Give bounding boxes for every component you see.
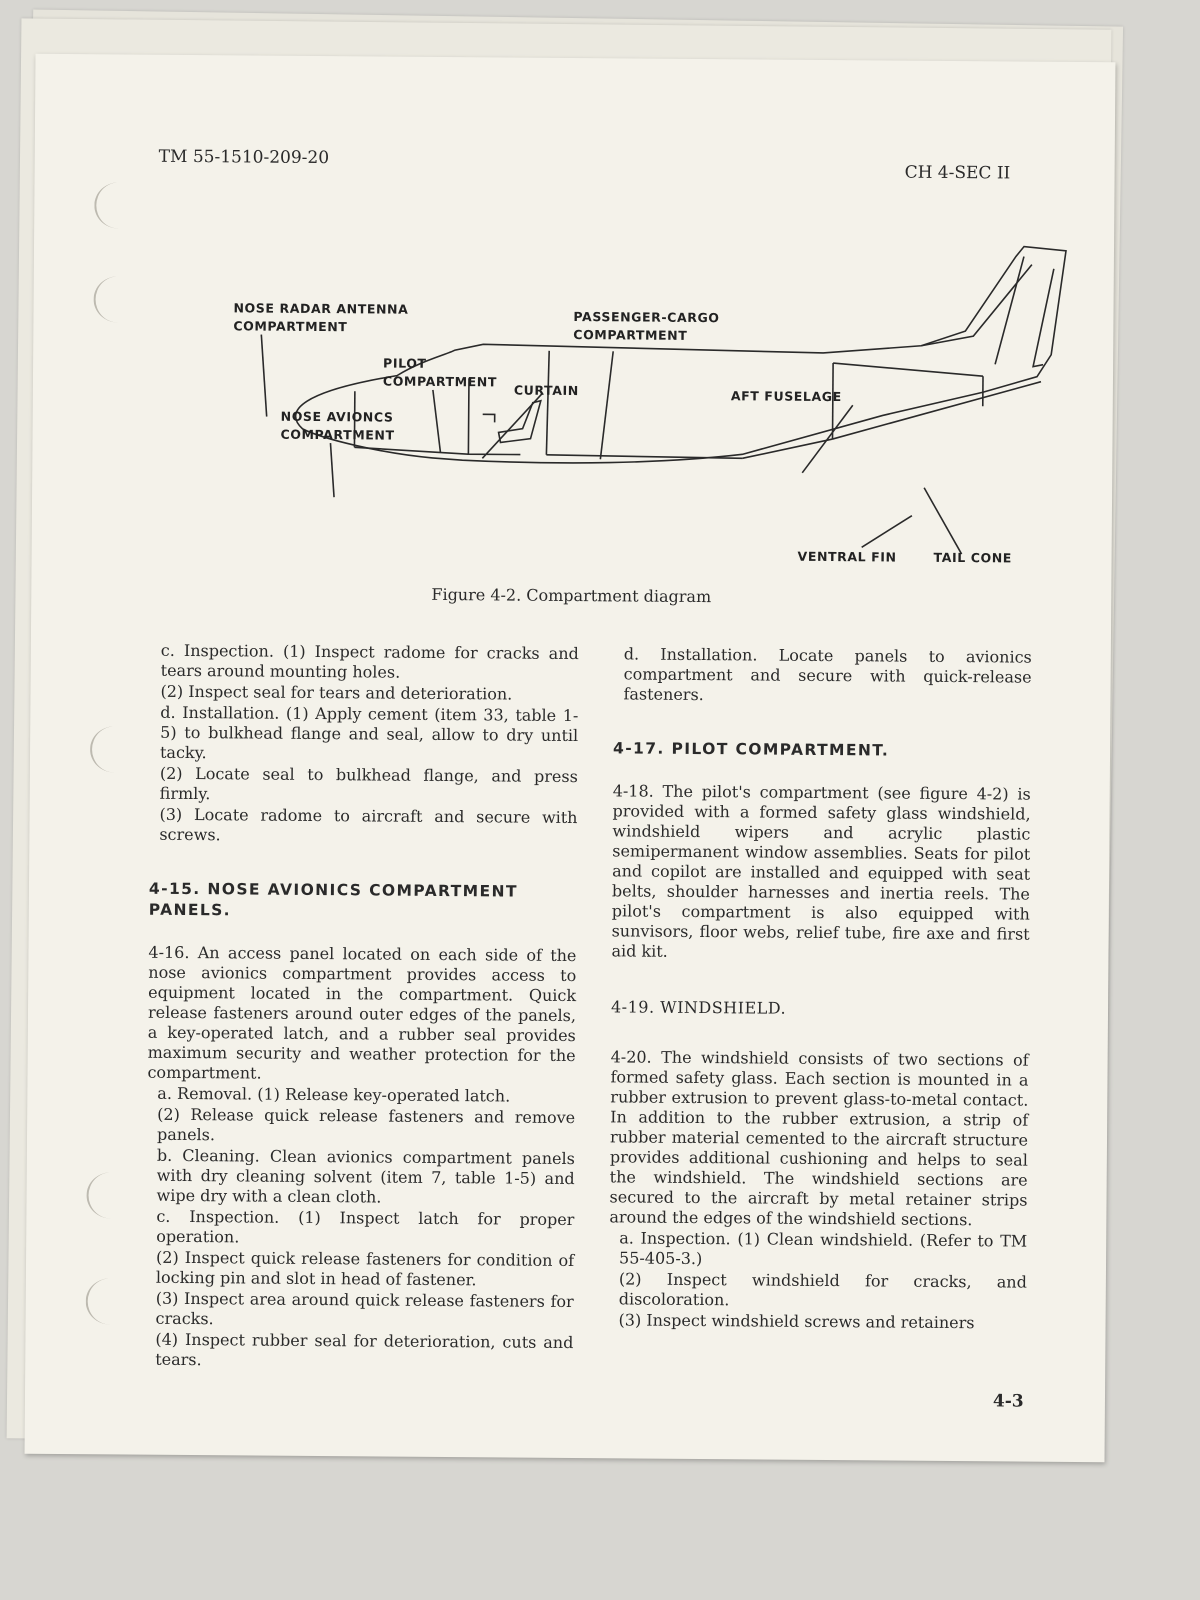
section-reference: CH 4-SEC II [904,162,1011,184]
curtain-line [546,351,549,455]
paragraph: (2) Release quick release fasteners and remove panels. [156,1104,576,1145]
control-column [483,414,495,422]
page-number: 4-3 [992,1391,1024,1412]
label-nose-avionics-2: COMPARTMENT [280,426,395,443]
paragraph: 4-20. The windshield consists of two sections of formed safety glass. Each section is mounted in a rubber extrusion to prevent glass-to-metal contact. In addition to the rubber extrusion, a strip of rubber material cemented to the aircraft structure provides additional cushioning and helps to seal the windshield. The windshield sections are secured to the aircraft by metal retainer strips around the edges of the windshield sections. [609,1047,1029,1230]
label-nose-radar-2: COMPARTMENT [233,318,348,335]
section-heading-4-15: 4-15. NOSE AVIONICS COMPARTMENT PANELS. [148,879,518,920]
fin-leading [921,264,1032,347]
binder-hole [86,1278,134,1324]
ventral-fin [833,380,1041,441]
label-passenger-1: PASSENGER-CARGO [573,309,720,326]
paragraph: c. Inspection. (1) Inspect radome for cracks and tears around mounting holes. [160,640,579,682]
figure-caption: Figure 4-2. Compartment diagram [431,584,712,607]
paragraph: (2) Inspect windshield for cracks, and discoloration. [618,1269,1027,1310]
paragraph: a. Removal. (1) Release key-operated latch. [157,1083,511,1106]
rudder-hinge [995,256,1024,364]
pointer-nose-avionics [330,443,334,497]
binder-hole [90,726,138,772]
paragraph: 4-16. An access panel located on each side of the nose avionics compartment provides access to equipment located in the compartment. Quick release fasteners around outer edges of the panels, a key-operated latch, and a rubber seal provides maximum security and weather protection for the compartment. [147,942,577,1083]
paragraph: b. Cleaning. Clean avionics compartment panels with dry cleaning solvent (item 7, table 1-5) and wipe dry with a clean cloth. [156,1145,575,1207]
aft-section [833,363,983,376]
right-column [608,644,1031,1334]
label-aft-fuselage: AFT FUSELAGE [730,388,842,405]
label-pilot-2: COMPARTMENT [382,373,498,390]
label-tail-cone: TAIL CONE [933,549,1013,566]
compartment-diagram [182,230,1013,566]
paragraph: d. Installation. Locate panels to avionics compartment and secure with quick-release fasteners. [623,644,1032,705]
manual-page [25,54,1116,1462]
section-heading-4-17: 4-17. PILOT COMPARTMENT. [613,739,890,760]
paragraph: c. Inspection. (1) Inspect latch for proper operation. [156,1206,575,1247]
pilot-seat [498,400,540,442]
label-nose-avionics-1: NOSE AVIONCS [280,408,394,425]
label-curtain: CURTAIN [513,382,579,399]
paragraph: (2) Inspect seal for tears and deterioration. [160,681,513,704]
paragraph: (4) Inspect rubber seal for deterioration, cuts and tears. [155,1329,574,1370]
pointer-nose-radar [261,335,268,417]
label-passenger-2: COMPARTMENT [573,327,688,343]
paragraph: (3) Inspect windshield screws and retainers [618,1310,975,1333]
binder-hole [93,276,141,322]
rudder [1033,269,1054,367]
label-nose-radar-1: NOSE RADAR ANTENNA [233,300,409,317]
paragraph: (3) Locate radome to aircraft and secure with screws. [159,804,578,845]
section-heading-4-19: 4-19. WINDSHIELD. [610,997,787,1018]
paragraph: 4-18. The pilot's compartment (see figure 4-2) is provided with a formed safety glass windshield, windshield wipers and acrylic plastic semipermanent window assemblies. Seats for pilot and copilot are installed and equipped with seat belts, shoulder harnesses and inertia reels. The pilot's compartment is also equipped with sunvisors, floor webs, relief tube, fire axe and first aid kit. [611,781,1031,961]
paragraph: (2) Inspect quick release fasteners for condition of locking pin and slot in head of fastener. [155,1247,575,1290]
binder-hole [86,1172,134,1218]
label-ventral-fin: VENTRAL FIN [797,548,897,565]
pointer-tail-cone [924,488,963,554]
fuselage-outline [295,241,1066,467]
pointer-passenger [600,351,613,459]
left-column [145,641,579,1374]
pointer-ventral-fin [862,515,912,547]
paragraph: (2) Locate seal to bulkhead flange, and press firmly. [159,763,578,804]
label-pilot-1: PILOT [383,355,427,371]
paragraph: a. Inspection. (1) Clean windshield. (Refer to TM 55-405-3.) [619,1228,1028,1269]
binder-hole [94,182,142,228]
pointer-pilot [432,390,440,452]
document-number: TM 55-1510-209-20 [158,146,330,169]
pointer-aft-fuselage [802,405,853,473]
avionics-floor [354,447,468,454]
paragraph: (3) Inspect area around quick release fasteners for cracks. [155,1288,574,1329]
paragraph: d. Installation. (1) Apply cement (item 33, table 1-5) to bulkhead flange and seal, allow to dry until tacky. [159,702,579,763]
